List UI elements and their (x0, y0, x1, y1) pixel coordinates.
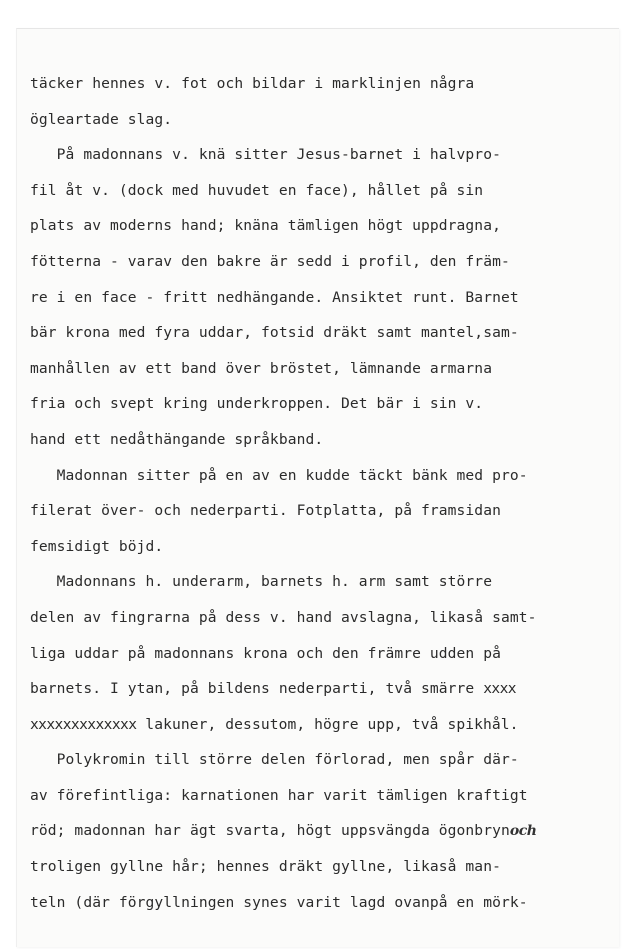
text-line (30, 173, 620, 209)
text-line (30, 315, 620, 351)
line-text: På madonnans v. knä sitter Jesus-barnet i halvpro- (30, 146, 501, 164)
line-text: fil åt v. (dock med huvudet en face), hållet på sin (30, 181, 484, 199)
line-text: re i en face - fritt nedhängande. Ansiktet runt. Barnet (30, 288, 519, 306)
line-text: plats av moderns hand; knäna tämligen högt uppdragna, (30, 217, 501, 235)
line-text: barnets. I ytan, på bildens nederparti, två smärre (30, 680, 484, 698)
text-line (30, 849, 620, 885)
text-line (30, 422, 620, 458)
line-text: Madonnans h. underarm, barnets h. arm samt större (30, 573, 493, 591)
line-text: filerat över- och nederparti. Fotplatta, på framsidan (30, 502, 501, 520)
line-text: ögleartade slag. (30, 110, 173, 128)
line-text: röd; madonnan har ägt svarta, högt uppsvängda ögonbryn (30, 822, 510, 840)
line-text: bär krona med fyra uddar, fotsid dräkt samt mantel,sam- (30, 324, 519, 342)
text-line (30, 600, 620, 636)
text-line (30, 102, 620, 138)
line-text: teln (där förgyllningen synes varit lagd ovanpå en mörk- (30, 893, 528, 911)
text-line (30, 493, 620, 529)
typewritten-text (30, 66, 620, 920)
text-line (30, 742, 620, 778)
text-line (30, 671, 620, 707)
text-line (30, 137, 620, 173)
handwritten-insertion: och (509, 823, 537, 840)
line-text: Polykromin till större delen förlorad, men spår där- (30, 751, 519, 769)
crossed-out-text: xxxx (483, 680, 516, 698)
line-text: fria och svept kring underkroppen. Det bär i sin v. (30, 395, 484, 413)
line-text: hand ett nedåthängande språkband. (30, 430, 324, 448)
crossed-out-text: xxxxxxxxxxxxx (30, 715, 137, 733)
text-line (30, 564, 620, 600)
text-line (30, 813, 620, 849)
text-line (30, 386, 620, 422)
line-text: av förefintliga: karnationen har varit tämligen kraftigt (30, 786, 528, 804)
text-line (30, 458, 620, 494)
line-text: fötterna - varav den bakre är sedd i profil, den främ- (30, 252, 510, 270)
line-text: täcker hennes v. fot och bildar i marklinjen några (30, 75, 475, 92)
line-text: delen av fingrarna på dess v. hand avslagna, likaså samt- (30, 608, 537, 626)
line-text: liga uddar på madonnans krona och den främre udden på (30, 644, 501, 662)
text-line (30, 778, 620, 814)
text-line (30, 66, 620, 102)
text-line (30, 351, 620, 387)
text-line (30, 885, 620, 921)
text-line (30, 244, 620, 280)
line-text: Madonnan sitter på en av en kudde täckt bänk med pro- (30, 466, 528, 484)
line-text: manhållen av ett band över bröstet, lämnande armarna (30, 359, 493, 377)
text-line (30, 636, 620, 672)
text-line (30, 280, 620, 316)
text-line (30, 707, 620, 743)
line-text: troligen gyllne hår; hennes dräkt gyllne, likaså man- (30, 858, 501, 876)
line-text-after: lakuner, dessutom, högre upp, två spikhål. (136, 715, 519, 733)
line-text: femsidigt böjd. (30, 537, 164, 555)
text-line (30, 208, 620, 244)
text-line (30, 529, 620, 565)
